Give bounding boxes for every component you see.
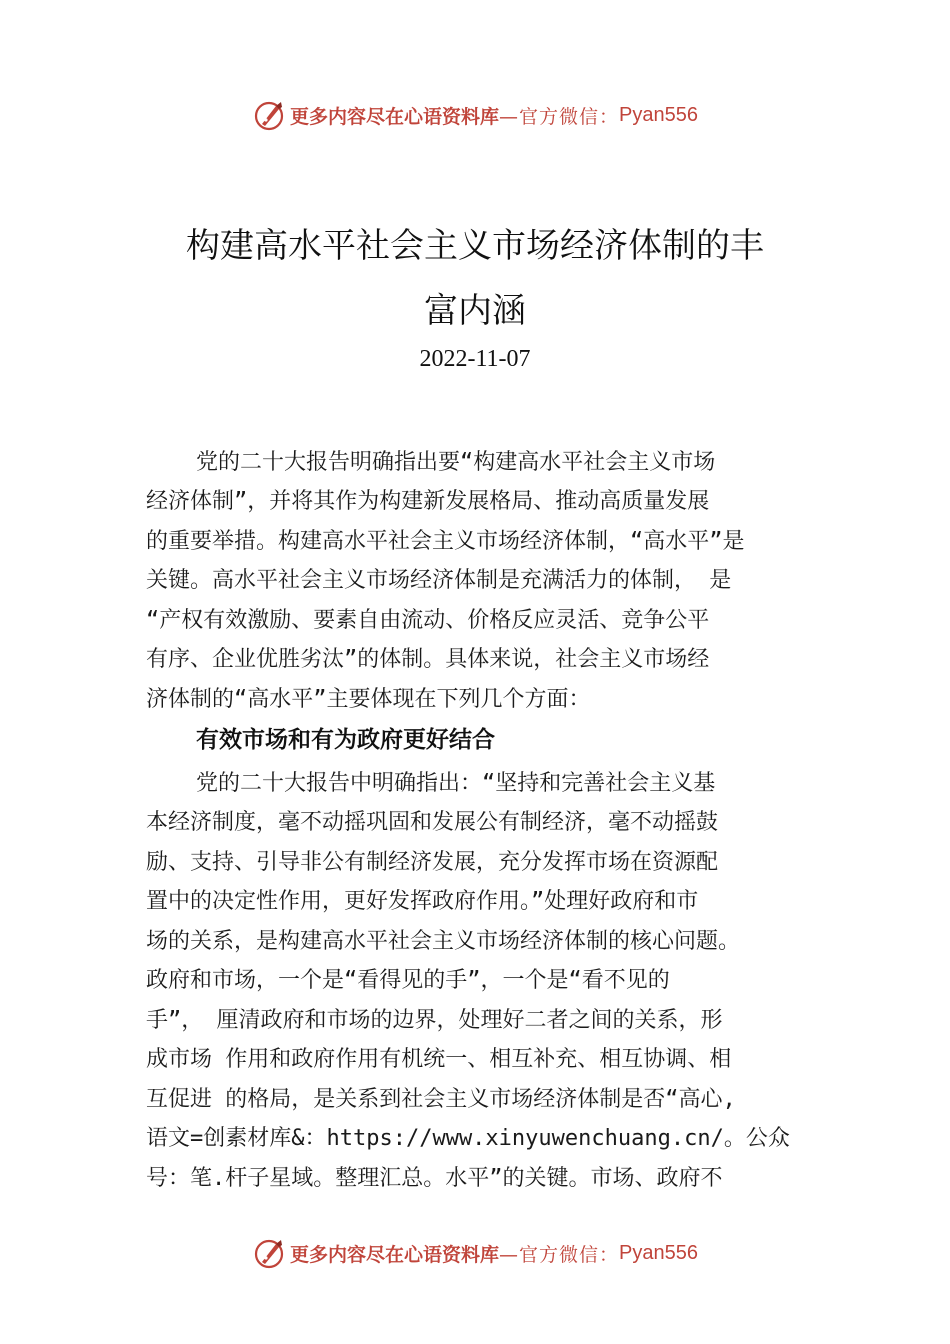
paragraph-line: 本经济制度，毫不动摇巩固和发展公有制经济，毫不动摇鼓: [146, 810, 719, 835]
paragraph-line: 置中的决定性作用，更好发挥政府作用。”处理好政府和市: [146, 889, 699, 914]
banner-sub-text: —官方微信：: [499, 1243, 620, 1266]
paragraph-line: 互促进 的格局，是关系到社会主义市场经济体制是否“高心,: [146, 1087, 736, 1112]
paragraph-line: “产权有效激励、要素自由流动、价格反应灵活、竞争公平: [146, 608, 710, 633]
document-title-line-1: 构建高水平社会主义市场经济体制的丰: [186, 226, 764, 266]
document-date: 2022-11-07: [419, 346, 531, 372]
paragraph-line: 济体制的“高水平”主要体现在下列几个方面：: [146, 687, 591, 712]
header-watermark-banner: [0, 95, 950, 135]
banner-wechat-id: Pyan556: [619, 1241, 698, 1264]
banner-main-text: 更多内容尽在心语资料库: [290, 1243, 500, 1266]
paragraph-line: 场的关系，是构建高水平社会主义市场经济体制的核心问题。: [146, 929, 741, 954]
section-heading: 有效市场和有为政府更好结合: [196, 727, 495, 753]
paragraph-line: 经济体制”，并将其作为构建新发展格局、推动高质量发展: [146, 489, 710, 514]
paragraph-line: 的重要举措。构建高水平社会主义市场经济体制，“高水平”是: [146, 529, 745, 554]
paragraph-line: 党的二十大报告明确指出要“构建高水平社会主义市场: [196, 450, 716, 475]
paragraph-line: 励、支持、引导非公有制经济发展，充分发挥市场在资源配: [146, 850, 719, 875]
document-title-line-2: 富内涵: [424, 291, 526, 331]
paragraph-line: 成市场 作用和政府作用有机统一、相互补充、相互协调、相: [146, 1047, 732, 1072]
paragraph-line: 语文=创素材库&：https://www.xinyuwenchuang.cn/。公众: [146, 1126, 790, 1151]
paragraph-line: 有序、企业优胜劣汰”的体制。具体来说，社会主义市场经: [146, 647, 710, 672]
banner-wechat-id: Pyan556: [619, 103, 698, 126]
paragraph-line: 关键。高水平社会主义市场经济体制是充满活力的体制， 是: [146, 568, 732, 593]
banner-sub-text: —官方微信：: [499, 105, 620, 128]
paragraph-line: 号：笔.杆子星域。整理汇总。水平”的关键。市场、政府不: [146, 1166, 723, 1191]
footer-watermark-banner: [0, 1233, 950, 1273]
paragraph-line: 政府和市场，一个是“看得见的手”，一个是“看不见的: [146, 968, 670, 993]
banner-main-text: 更多内容尽在心语资料库: [290, 105, 500, 128]
pen-nib-logo-icon: [252, 1236, 286, 1270]
pen-nib-logo-icon: [252, 98, 286, 132]
paragraph-line: 手”， 厘清政府和市场的边界，处理好二者之间的关系，形: [146, 1008, 723, 1033]
paragraph-line: 党的二十大报告中明确指出：“坚持和完善社会主义基: [196, 771, 716, 796]
